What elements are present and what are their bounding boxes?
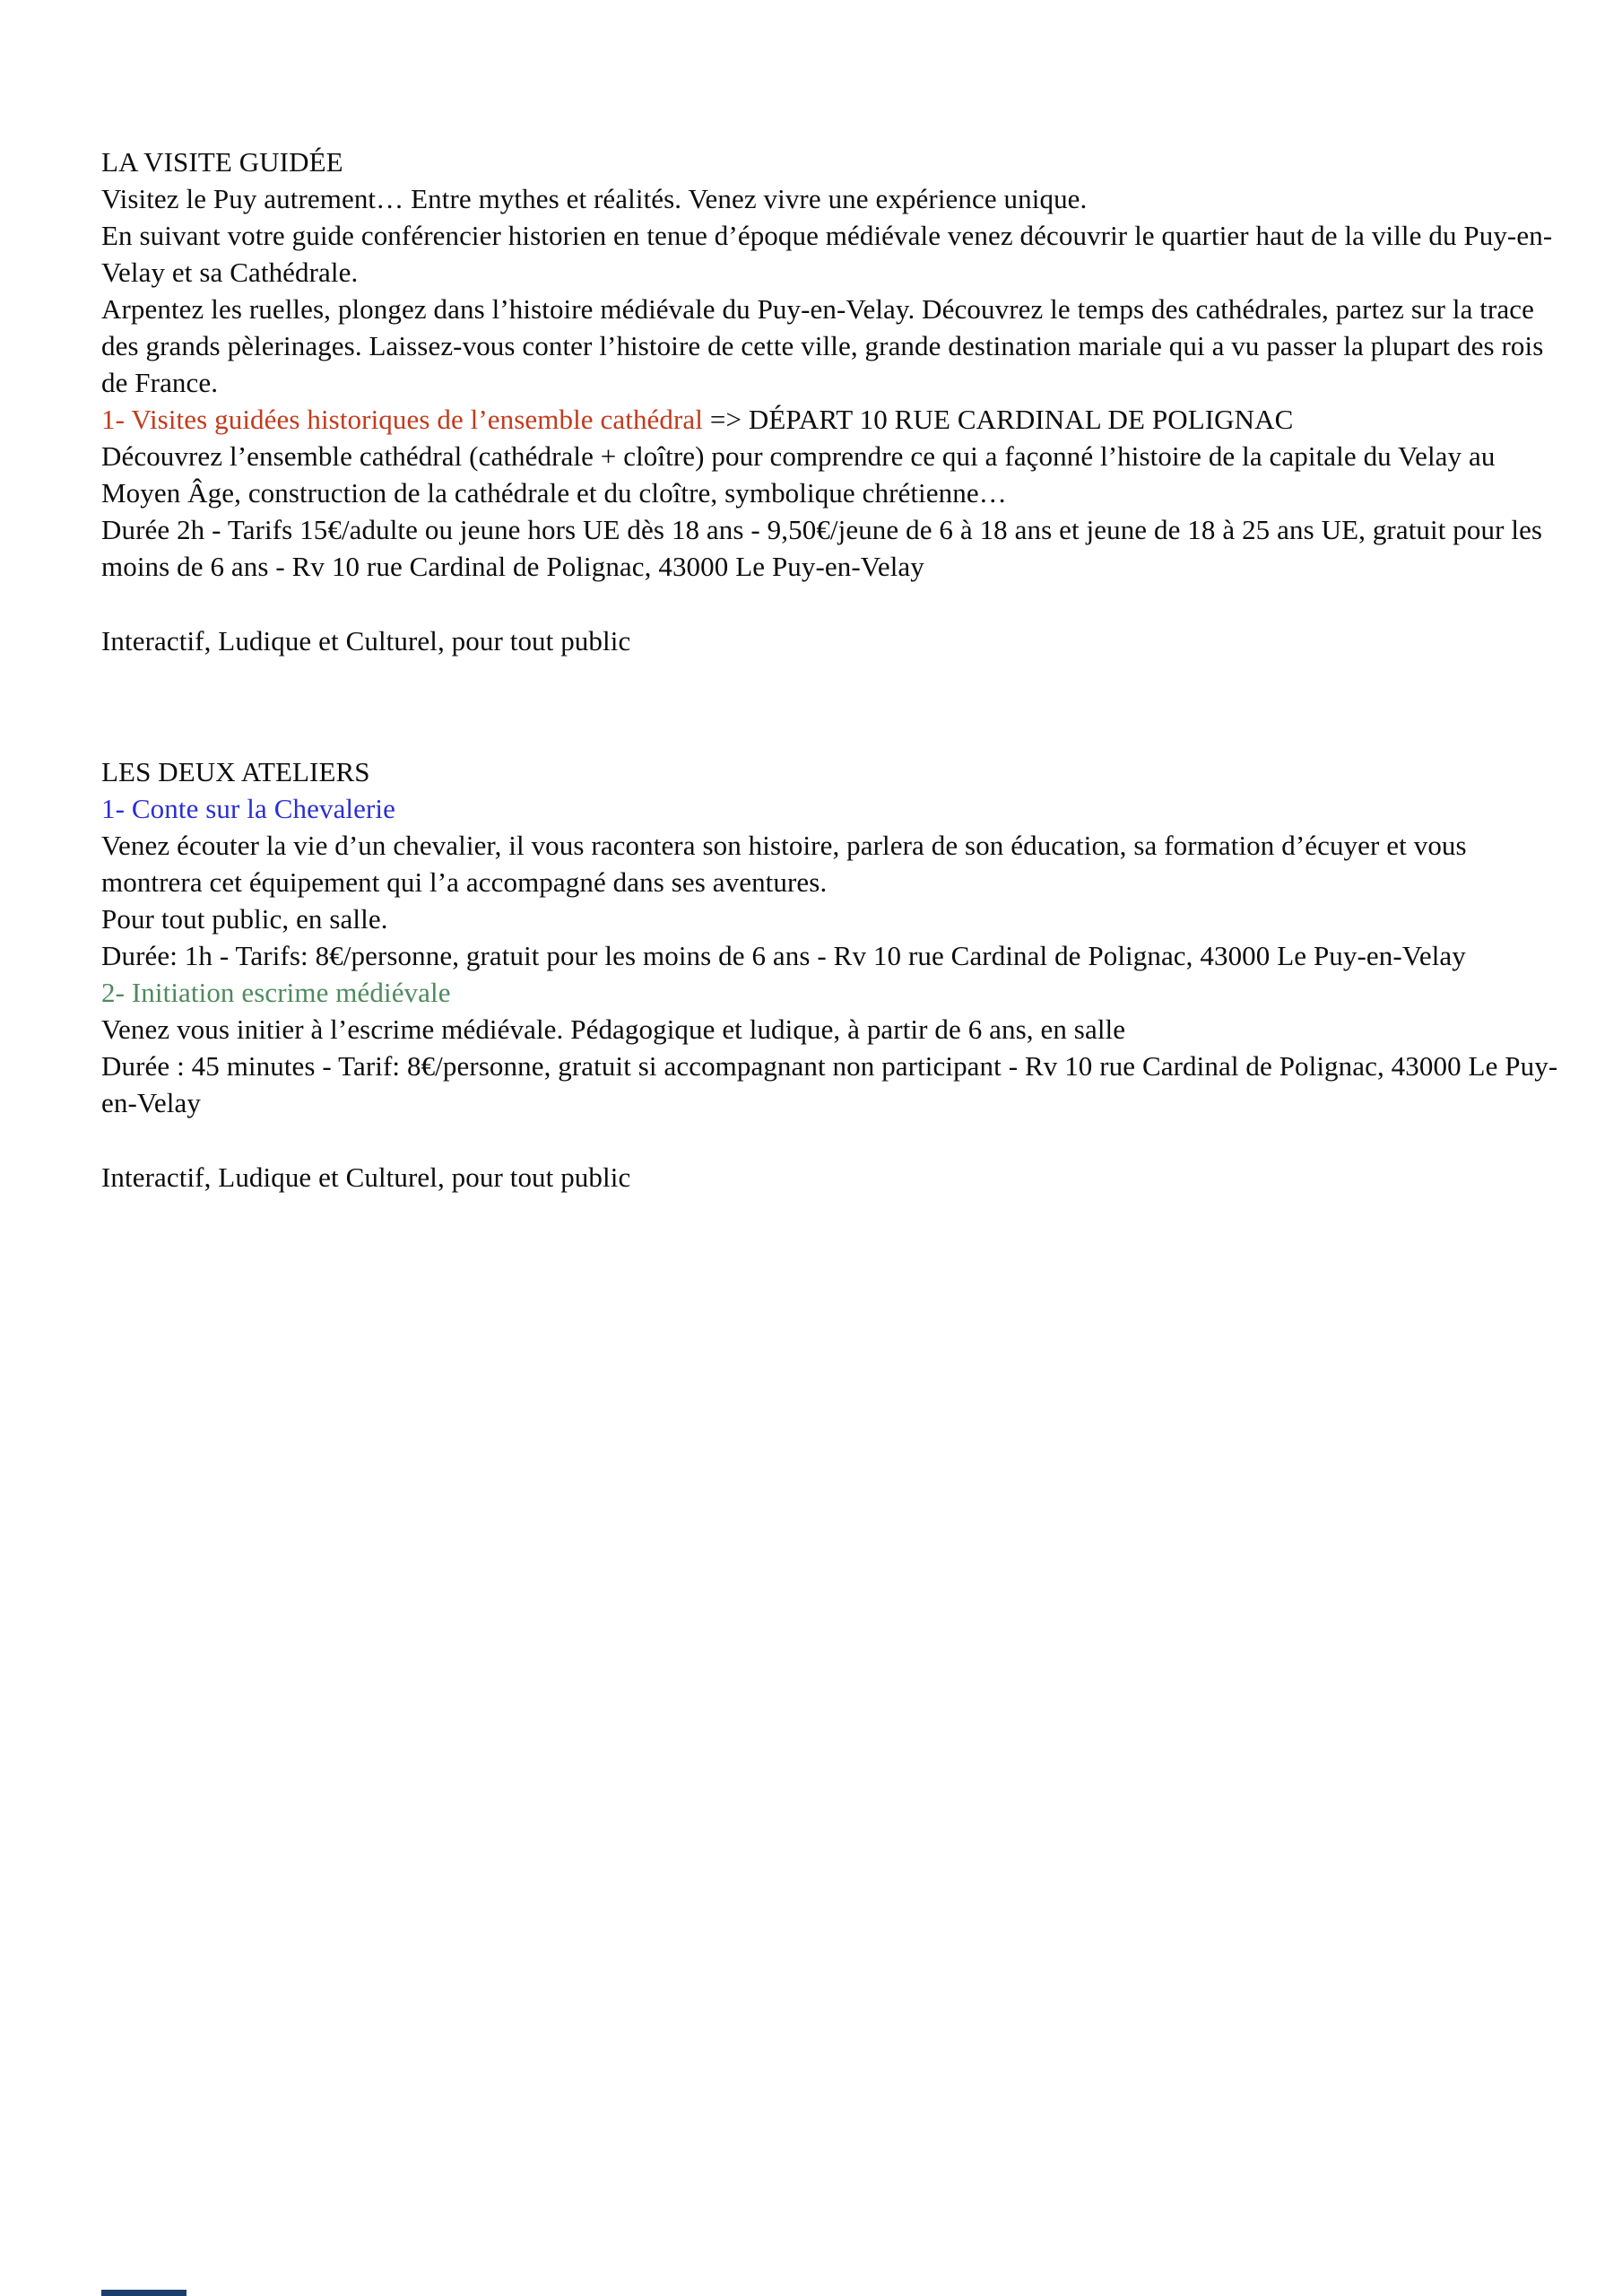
heading-la-visite-guidee: LA VISITE GUIDÉE [101,146,343,178]
visites-guidees-depart: => DÉPART 10 RUE CARDINAL DE POLIGNAC [703,404,1294,435]
subheading-initiation-escrime: 2- Initiation escrime médiévale [101,977,451,1008]
paragraph-intro: Visitez le Puy autrement… Entre mythes et réalités. Venez vivre une expérience unique. [101,183,1088,214]
blank-space [101,1121,1572,1159]
paragraph-chevalier: Venez écouter la vie d’un chevalier, il vous racontera son histoire, parlera de son éducation, sa formation d’écuyer et vous montrera cet équipement qui l’a accompagné dans ses aventures. [101,830,1467,898]
paragraph-interactif-1: Interactif, Ludique et Culturel, pour tout public [101,625,631,657]
blank-space [101,585,1572,622]
paragraph-decouvrez-ensemble: Découvrez l’ensemble cathédral (cathédrale + cloître) pour comprendre ce qui a façonné l’histoire de la capitale du Velay au Moyen Âge, construction de la cathédrale et du cloître, symbolique chrétienne… [101,440,1496,509]
line-visites-guidees [101,401,1572,438]
paragraph-duree-conte: Durée: 1h - Tarifs: 8€/personne, gratuit pour les moins de 6 ans - Rv 10 rue Cardinal de Polignac, 43000 Le Puy-en-Velay [101,940,1466,971]
blank-space [101,659,1572,753]
paragraph-guide: En suivant votre guide conférencier historien en tenue d’époque médiévale venez découvrir le quartier haut de la ville du Puy-en-Velay et sa Cathédrale. [101,220,1553,288]
paragraph-interactif-2: Interactif, Ludique et Culturel, pour tout public [101,1161,631,1193]
footer-bar-fragment [101,2290,186,2296]
visites-guidees-title: 1- Visites guidées historiques de l’ensemble cathédral [101,404,704,435]
document-content [101,144,1572,1196]
subheading-conte-chevalerie: 1- Conte sur la Chevalerie [101,793,395,824]
paragraph-arpentez: Arpentez les ruelles, plongez dans l’histoire médiévale du Puy-en-Velay. Découvrez le temps des cathédrales, partez sur la trace des grands pèlerinages. Laissez-vous conter l’histoire de cette ville, grande destination mariale qui a vu passer la plupart des rois de France. [101,293,1544,398]
paragraph-escrime: Venez vous initier à l’escrime médiévale. Pédagogique et ludique, à partir de 6 ans, en salle [101,1013,1126,1045]
paragraph-public-salle: Pour tout public, en salle. [101,903,388,935]
heading-les-deux-ateliers: LES DEUX ATELIERS [101,756,370,787]
paragraph-duree-escrime: Durée : 45 minutes - Tarif: 8€/personne, gratuit si accompagnant non participant - Rv 10 rue Cardinal de Polignac, 43000 Le Puy-en-Velay [101,1050,1558,1118]
paragraph-duree-visite: Durée 2h - Tarifs 15€/adulte ou jeune hors UE dès 18 ans - 9,50€/jeune de 6 à 18 ans et jeune de 18 à 25 ans UE, gratuit pour les moins de 6 ans - Rv 10 rue Cardinal de Polignac, 43000 Le Puy-en-Velay [101,514,1543,582]
